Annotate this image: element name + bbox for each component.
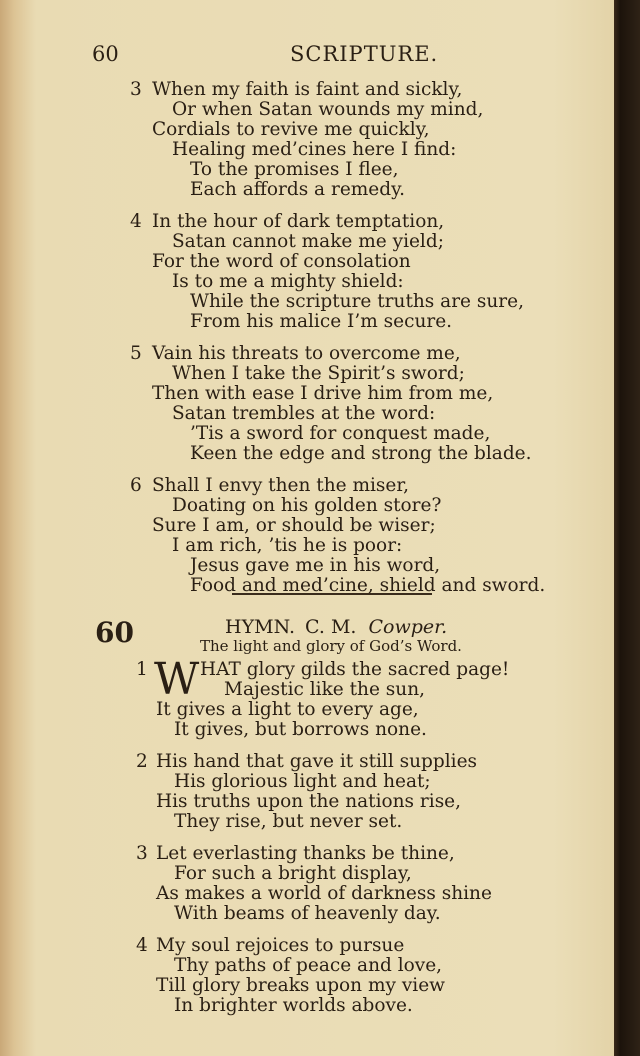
verse-line: ’Tis a sword for conquest made, [190,423,491,444]
stanza-5 [0,344,614,464]
stanza-number: 6 [130,475,142,496]
hymn-heading [225,616,447,638]
stanza-number: 4 [130,211,142,232]
hymn-author: Cowper. [368,616,448,638]
verse-line: Food and med’cine, shield and sword. [190,575,546,596]
hymn-stanza-1 [0,654,614,740]
verse-line: Cordials to revive me quickly, [152,119,430,140]
page-header [0,42,614,72]
stanza-number: 3 [130,79,142,100]
hymn-meter: C. M. [305,616,357,638]
verse-line: Shall I envy then the miser, [152,475,410,496]
stanza-3 [0,80,614,200]
verse-line: Satan trembles at the word: [172,403,436,424]
stanza-number: 4 [136,935,148,956]
verse-line: Majestic like the sun, [224,679,425,700]
verse-line: His glorious light and heat; [174,771,431,792]
verse-line: His hand that gave it still supplies [156,751,478,772]
page-gutter [614,0,640,1056]
verse-line: My soul rejoices to pursue [156,935,405,956]
stanza-6 [0,476,614,596]
verse-line: Till glory breaks upon my view [156,975,446,996]
verse-line: Is to me a mighty shield: [172,271,404,292]
section-divider [232,593,432,595]
verse-line: With beams of heavenly day. [174,903,441,924]
verse-line: HAT glory gilds the sacred page! [200,659,510,680]
stanza-number: 2 [136,751,148,772]
verse-line: Satan cannot make me yield; [172,231,444,252]
verse-line: Jesus gave me in his word, [190,555,441,576]
verse-line: As makes a world of darkness shine [156,883,492,904]
hymn-label: HYMN. [225,616,296,638]
hymn-subtitle: The light and glory of God’s Word. [200,637,462,655]
verse-line: In brighter worlds above. [174,995,413,1016]
running-title: SCRIPTURE. [290,42,439,66]
verse-line: Keen the edge and strong the blade. [190,443,532,464]
verse-line: Each affords a remedy. [190,179,405,200]
verse-line: It gives, but borrows none. [174,719,427,740]
verse-line: Sure I am, or should be wiser; [152,515,436,536]
stanza-number: 5 [130,343,142,364]
hymn-stanza-4 [0,936,614,1016]
verse-line: Thy paths of peace and love, [174,955,443,976]
stanza-number: 1 [136,659,148,680]
stanza-number: 3 [136,843,148,864]
hymn-number: 60 [95,616,134,649]
verse-line: Then with ease I drive him from me, [152,383,494,404]
hymn-stanza-2 [0,752,614,832]
stanza-4 [0,212,614,332]
verse-line: From his malice I’m secure. [190,311,453,332]
verse-line: Healing med’cines here I find: [172,139,457,160]
verse-line: Doating on his golden store? [172,495,442,516]
verse-line: When my faith is faint and sickly, [152,79,463,100]
verse-line: It gives a light to every age, [156,699,419,720]
verse-line: In the hour of dark temptation, [152,211,445,232]
verse-line: While the scripture truths are sure, [190,291,524,312]
hymn-continuation [0,80,614,596]
verse-line: They rise, but never set. [174,811,403,832]
verse-line: For such a bright display, [174,863,412,884]
verse-line: Vain his threats to overcome me, [152,343,461,364]
verse-line: Let everlasting thanks be thine, [156,843,455,864]
verse-line: His truths upon the nations rise, [156,791,462,812]
hymn-stanza-3 [0,844,614,924]
verse-line: When I take the Spirit’s sword; [172,363,465,384]
verse-line: To the promises I flee, [190,159,399,180]
verse-line: For the word of consolation [152,251,411,272]
page-number: 60 [92,42,119,66]
verse-line: Or when Satan wounds my mind, [172,99,484,120]
hymn-60-body [0,654,614,1016]
drop-cap: W [154,654,200,705]
verse-line: I am rich, ’tis he is poor: [172,535,403,556]
